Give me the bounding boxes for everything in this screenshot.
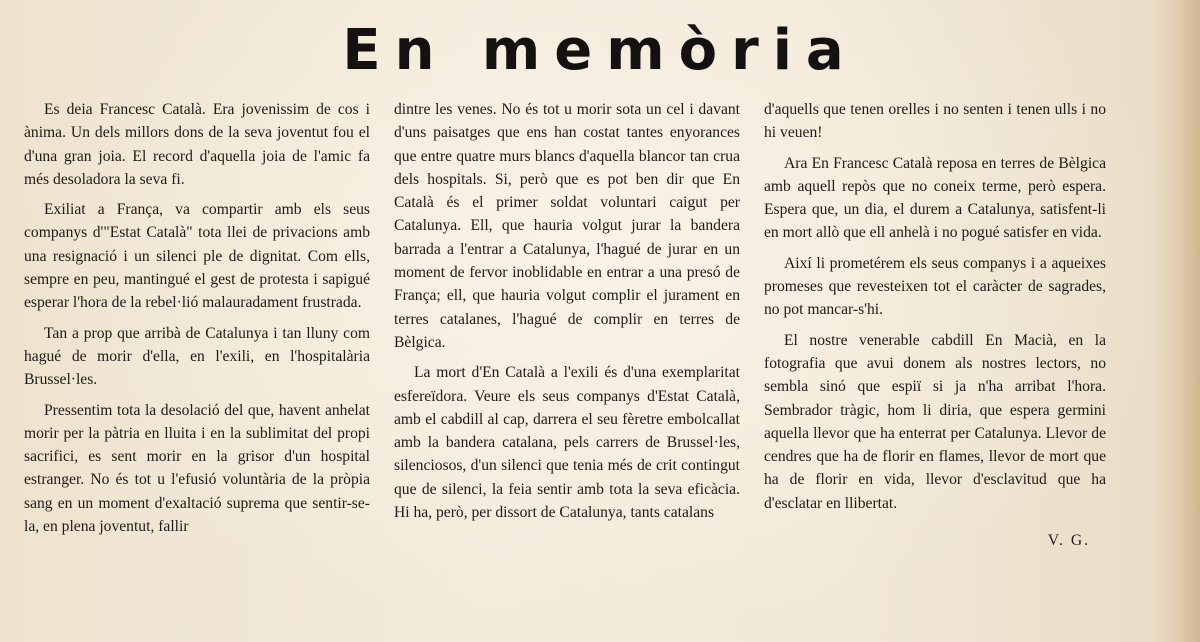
- paragraph-continuation: dintre les venes. No és tot u morir sota un cel i davant d'uns paisatges que ens han costat tantes enyorances que entre quatre murs blancs d'aquella blancor tan crua dels hospitals. Si, però que es pot ben dir que En Català és el primer soldat voluntari caigut per Catalunya. Ell, que hauria volgut jurar la bandera barrada a l'entrar a Catalunya, l'hagué de jurar en un moment de fervor inoblidable en entrar a una presó de França; ell, que hauria volgut complir el jurament en terres catalanes, l'hagué de complir en terres de Bèlgica.: [394, 101, 740, 351]
- author-signature: V. G.: [1047, 532, 1090, 550]
- paragraph: El nostre venerable cabdill En Macià, en la fotografia que avui donem als nostres lectors, no sembla sinó que espiï si ja n'ha arribat l'hora. Sembrador tràgic, hom li diria, que espera germini aquella llevor que ha enterrat per Catalunya. Llevor de cendres que ha de florir en flames, llevor de mort que ha de florir en vida, llevor d'esclavitud que ha d'esclatar en llibertat.: [764, 331, 1106, 512]
- paragraph: Tan a prop que arribà de Catalunya i tan lluny com hagué de morir d'ella, en l'exili, en l'hospitalària Brussel·les.: [24, 324, 370, 389]
- paragraph: Exiliat a França, va compartir amb els seus companys d'"Estat Català" tota llei de privacions amb una resignació i un silenci ple de dignitat. Com ells, sempre en peu, mantingué el gest de protesta i sapigué esperar l'hora de la rebel·lió malauradament frustrada.: [24, 201, 370, 312]
- article-column-2: [394, 98, 740, 531]
- paragraph-continuation: d'aquells que tenen orelles i no senten i tenen ulls i no hi veuen!: [764, 101, 1106, 142]
- paragraph: La mort d'En Català a l'exili és d'una exemplaritat esfereïdora. Veure els seus companys d'Estat Català, amb el cabdill al cap, darrera el seu fèretre embolcallat amb la bandera catalana, pels carrers de Brussel·les, silenciosos, d'un silenci que tenia més de crit contingut que de silenci, la feia sentir amb tota la seva eficàcia. Hi ha, però, per dissort de Catalunya, tants catalans: [394, 364, 740, 522]
- article-title: En memòria: [342, 18, 858, 83]
- paragraph: Pressentim tota la desolació del que, havent anhelat morir per la pàtria en lluita i en la sublimitat del propi sacrifici, es sent morir en la grisor d'un hospital estranger. No és tot u l'efusió voluntària de la pròpia sang en un moment d'exaltació suprema que sentir-se-la, en plena joventut, fallir: [24, 401, 370, 536]
- paragraph: Es deia Francesc Català. Era jovenissim de cos i ànima. Un dels millors dons de la seva joventut fou el d'una gran joia. El record d'aquella joia de l'amic fa més desoladora la seva fi.: [24, 101, 370, 188]
- paragraph: Ara En Francesc Català reposa en terres de Bèlgica amb aquell repòs que no coneix terme, però espera. Espera que, un dia, el durem a Catalunya, satisfent-li en mort allò que ell anhelà i no pogué satisfer en vida.: [764, 154, 1106, 242]
- paragraph: Així li prometérem els seus companys i a aqueixes promeses que revesteixen tot el caràcter de sagrades, no pot mancar-s'hi.: [764, 254, 1106, 319]
- paper-edge-shading: [1152, 0, 1200, 642]
- article-column-3: [764, 98, 1106, 552]
- article-column-1: [24, 98, 370, 545]
